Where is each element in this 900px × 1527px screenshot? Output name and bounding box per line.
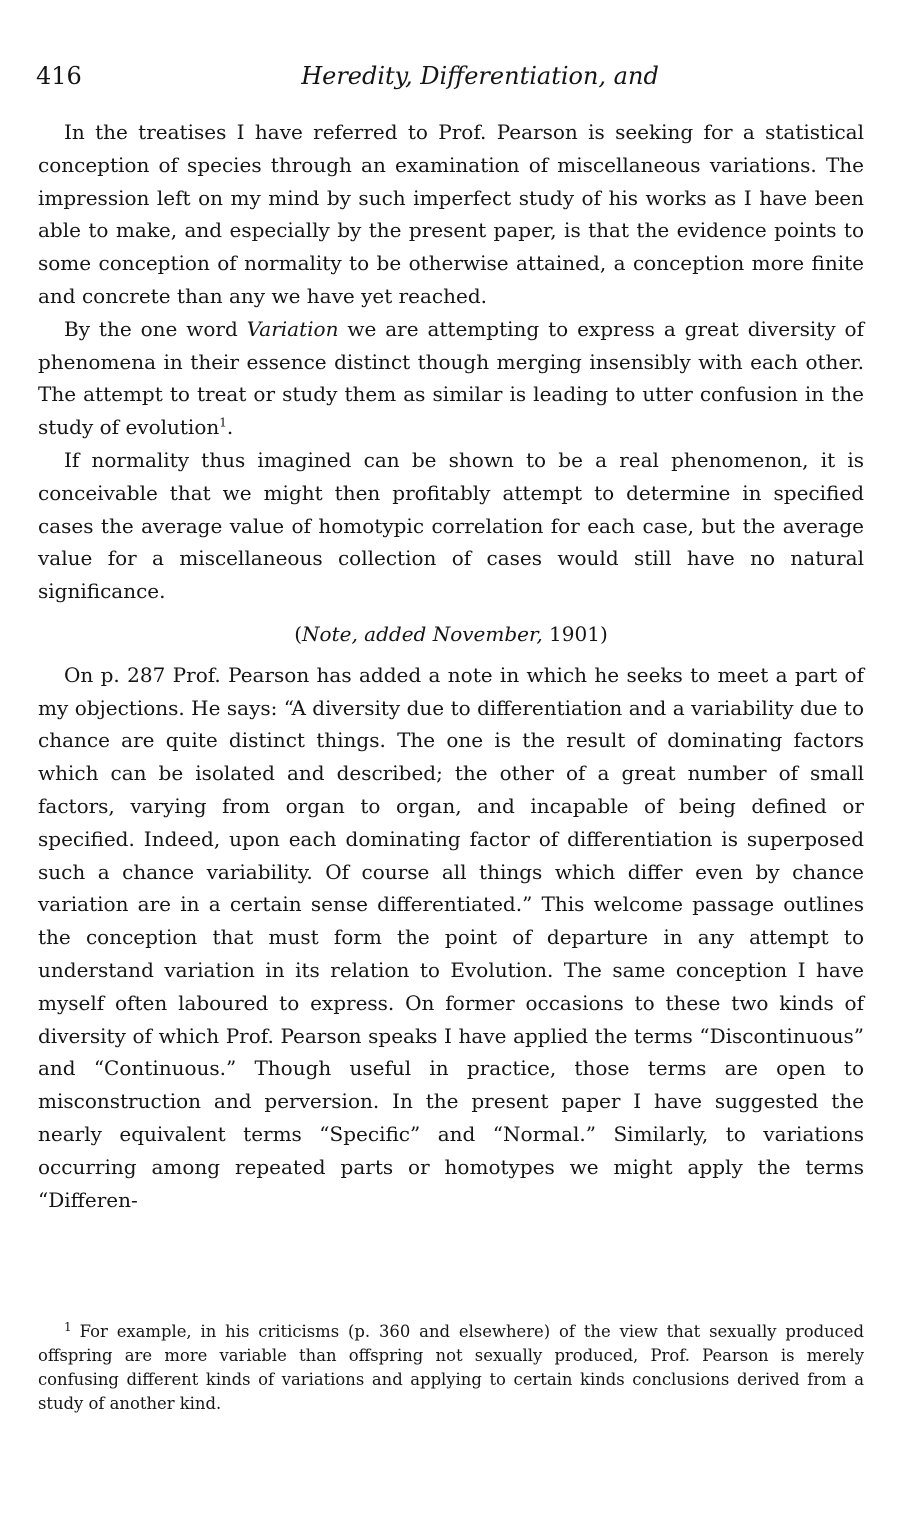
footnote-mark: 1	[64, 1319, 72, 1334]
note-heading	[38, 618, 864, 651]
note-heading-year: 1901)	[542, 621, 608, 646]
paragraph-1: In the treatises I have referred to Prof. Pearson is seeking for a statistical conception of species through an examination of miscellaneous variations. The impression left on my mind by such imperfect study of his works as I have been able to make, and especially by the present paper, is that the evidence points to some conception of normality to be otherwise attained, a conception more finite and concrete than any we have yet reached.	[38, 120, 864, 308]
paragraph-2-italic: Variation	[246, 316, 339, 341]
page-header	[36, 62, 864, 96]
running-head: Heredity, Differentiation, and	[301, 62, 659, 90]
page-number: 416	[36, 62, 82, 90]
paragraph-2-start: By the one word	[64, 316, 247, 341]
note-heading-italic: Note, added November,	[302, 621, 543, 646]
paragraph-3: If normality thus imagined can be shown to be a real phenomenon, it is conceivable that we might then profitably attempt to determine in specified cases the average value of homotypic correlation for each case, but the average value for a miscellaneous collection of cases would still have no natural significance.	[38, 447, 864, 604]
paragraph-2-body: we are attempting to express a great diversity of phenomena in their essence distinct though merging insensibly with each other. The attempt to treat or study them as similar is leading to utter confusion in the study of evolution	[38, 316, 864, 440]
body-text	[38, 116, 864, 1216]
footnote	[38, 1320, 864, 1416]
paragraph-2	[38, 313, 864, 444]
note-paragraph: On p. 287 Prof. Pearson has added a note in which he seeks to meet a part of my objections. He says: “A diversity due to differentiation and a variability due to chance are quite distinct things. The one is the result of dominating factors which can be isolated and described; the other of a great number of small factors, varying from organ to organ, and incapable of being defined or specified. Indeed, upon each dominating factor of differentiation is superposed such a chance variability. Of course all things which differ even by chance variation are in a certain sense differentiated.” This welcome passage outlines the conception that must form the point of departure in any attempt to understand variation in its relation to Evolution. The same conception I have myself often laboured to express. On former occasions to these two kinds of diversity of which Prof. Pearson speaks I have applied the terms “Discontinuous” and “Continuous.” Though useful in practice, those terms are open to misconstruction and perversion. In the present paper I have suggested the nearly equivalent terms “Specific” and “Normal.” Similarly, to variations occurring among repeated parts or homotypes we might apply the terms “Differen-	[38, 662, 864, 1212]
footnote-reference: 1	[219, 415, 227, 430]
footnote-text: For example, in his criticisms (p. 360 and elsewhere) of the view that sexually produced offspring are more variable than offspring not sexually produced, Prof. Pearson is merely confusing different kinds of variations and applying to certain kinds conclusions derived from a study of another kind.	[38, 1322, 864, 1413]
footnote-area	[38, 1320, 864, 1416]
note-heading-open: (	[294, 621, 303, 646]
paragraph-2-end: .	[226, 415, 234, 440]
